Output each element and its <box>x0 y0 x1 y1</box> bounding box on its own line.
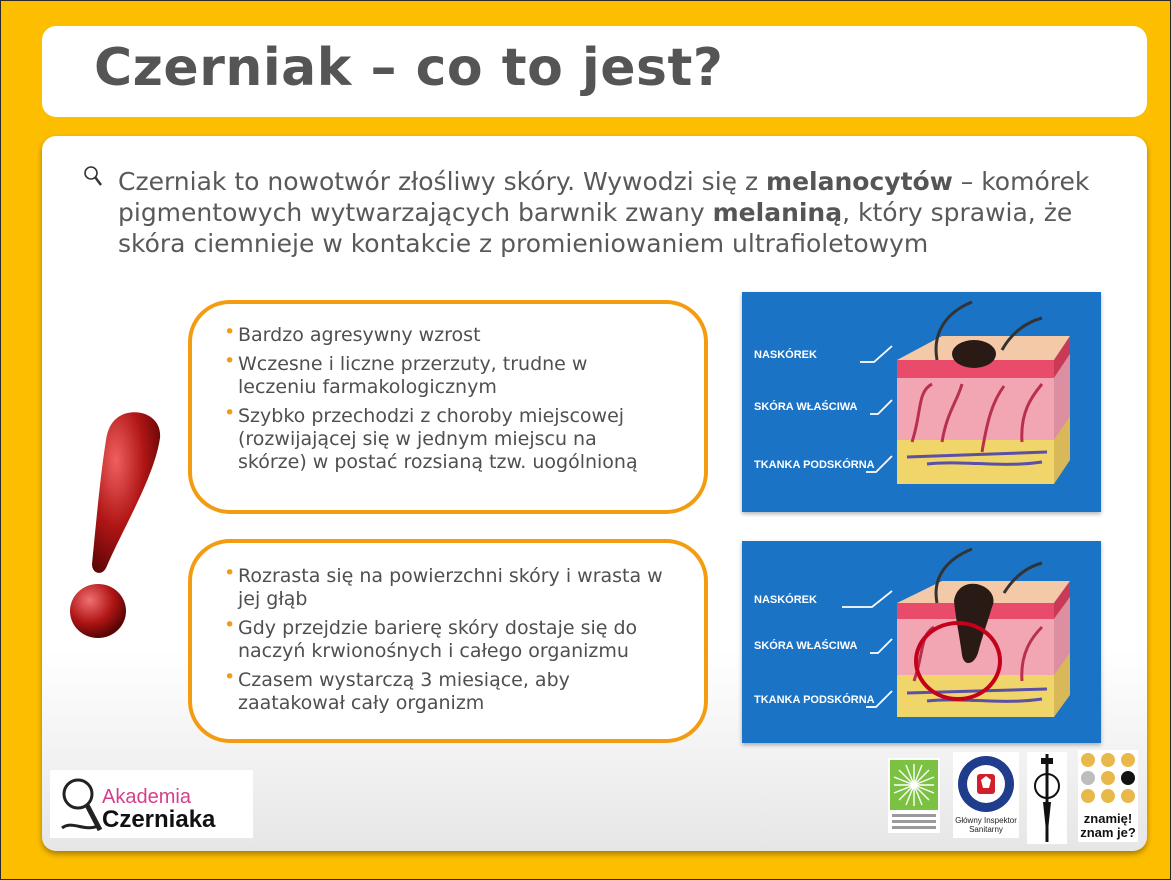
label-dermis: SKÓRA WŁAŚCIWA <box>754 401 858 413</box>
content-box <box>42 136 1147 851</box>
list-item: • Szybko przechodzi z choroby miejscowej (rozwijającej się w jednym miejscu na skórze) w postać rozsianą tzw. uogólnioną <box>224 402 638 473</box>
akademia-text: Akademia <box>102 786 191 808</box>
sword-emblem-icon <box>1027 752 1067 844</box>
exclamation-icon <box>62 406 172 646</box>
star-burst-icon <box>888 758 940 833</box>
info-box-2 <box>188 539 708 743</box>
skin-diagram-1 <box>742 292 1101 512</box>
gis-logo <box>953 752 1019 838</box>
czerniaka-text: Czerniaka <box>102 806 216 833</box>
label-dermis: SKÓRA WŁAŚCIWA <box>754 640 858 652</box>
list-item: • Bardzo agresywny wzrost <box>224 321 481 346</box>
akademia-czerniaka-logo <box>50 770 253 838</box>
pto-logo <box>1027 752 1067 844</box>
list-item: • Czasem wystarczą 3 miesiące, aby zaatakował cały organizm <box>224 666 570 714</box>
eagle-emblem-icon <box>953 752 1019 814</box>
znamie-logo <box>1078 750 1138 842</box>
intro-text: Czerniak to nowotwór złośliwy skóry. Wywodzi się z melanocytów – komórek pigmentowych wytwarzających barwnik zwany melaniną, który sprawia, że skóra ciemnieje w kontakcie z promieniowaniem ultrafioletowym <box>118 167 1090 258</box>
skin-diagram-2 <box>742 541 1101 743</box>
list-item: • Wczesne i liczne przerzuty, trudne w leczeniu farmakologicznym <box>224 350 588 398</box>
dots-grid-icon <box>1078 750 1138 806</box>
list-item: • Rozrasta się na powierzchni skóry i wrasta w jej głąb <box>224 562 663 610</box>
label-epidermis: NASKÓREK <box>754 594 817 606</box>
label-epidermis: NASKÓREK <box>754 349 817 361</box>
fundacja-logo <box>888 758 940 833</box>
magnifier-logo-icon <box>58 774 104 834</box>
znamie-caption: znamię! znam je? <box>1080 811 1136 840</box>
list-item: • Gdy przejdzie barierę skóry dostaje się do naczyń krwionośnych i całego organizmu <box>224 614 638 662</box>
intro-bold-melanin: melaniną <box>712 198 843 227</box>
label-subcutis: TKANKA PODSKÓRNA <box>754 694 875 706</box>
label-subcutis: TKANKA PODSKÓRNA <box>754 459 875 471</box>
magnifier-bullet-icon <box>82 164 104 188</box>
title-box <box>42 26 1147 117</box>
info-box-1 <box>188 300 708 514</box>
intro-bold-melanocytes: melanocytów <box>766 167 953 196</box>
gis-caption: Główny Inspektor Sanitarny <box>955 816 1017 834</box>
page-title: Czerniak – co to jest? <box>94 38 724 98</box>
